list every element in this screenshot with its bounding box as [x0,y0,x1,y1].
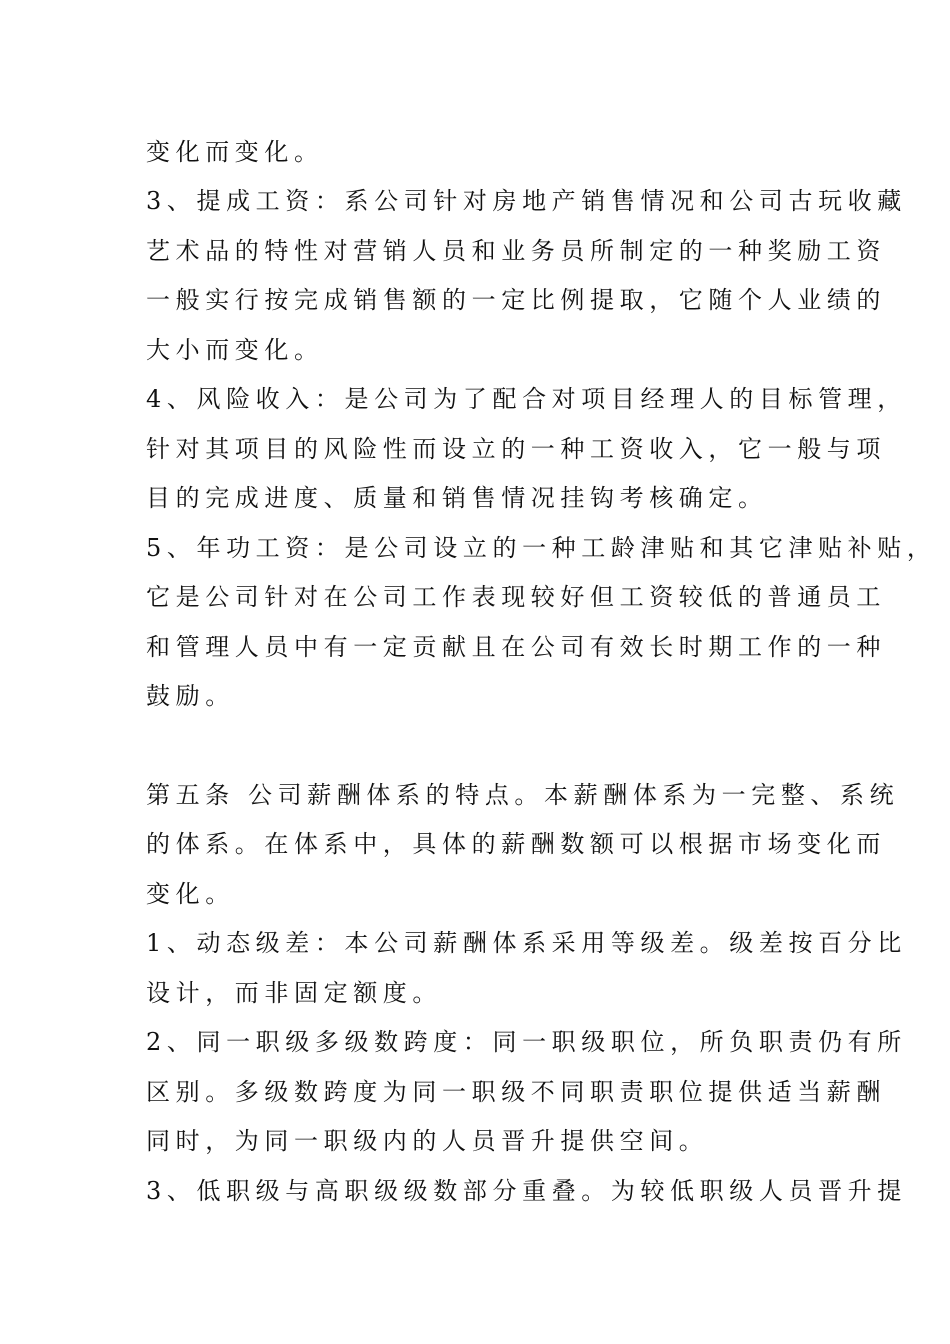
text-line: 艺术品的特性对营销人员和业务员所制定的一种奖励工资 [146,237,886,265]
text-line: 目的完成进度、质量和销售情况挂钩考核确定。 [146,484,768,512]
text-line: 2、同一职级多级数跨度：同一职级职位，所负职责仍有所 [146,1028,907,1056]
text-line: 变化。 [146,880,235,908]
text-line: 3、提成工资：系公司针对房地产销售情况和公司古玩收藏 [146,187,907,215]
text-line: 5、年功工资：是公司设立的一种工龄津贴和其它津贴补贴， [146,534,937,562]
text-line: 鼓励。 [146,682,235,710]
text-line: 的体系。在体系中，具体的薪酬数额可以根据市场变化而 [146,830,886,858]
text-line: 4、风险收入：是公司为了配合对项目经理人的目标管理， [146,385,907,413]
text-line: 大小而变化。 [146,336,324,364]
text-line: 它是公司针对在公司工作表现较好但工资较低的普通员工 [146,583,886,611]
text-line: 针对其项目的风险性而设立的一种工资收入，它一般与项 [146,435,886,463]
text-line: 变化而变化。 [146,138,324,166]
text-line: 和管理人员中有一定贡献且在公司有效长时期工作的一种 [146,633,886,661]
text-line: 区别。多级数跨度为同一职级不同职责职位提供适当薪酬 [146,1078,886,1106]
section-heading-line: 第五条 公司薪酬体系的特点。本薪酬体系为一完整、系统 [146,781,900,809]
text-line: 设计，而非固定额度。 [146,979,442,1007]
text-line: 一般实行按完成销售额的一定比例提取，它随个人业绩的 [146,286,886,314]
text-line: 1、动态级差：本公司薪酬体系采用等级差。级差按百分比 [146,929,907,957]
text-line: 3、低职级与高职级级数部分重叠。为较低职级人员晋升提 [146,1177,907,1205]
text-line: 同时，为同一职级内的人员晋升提供空间。 [146,1127,709,1155]
